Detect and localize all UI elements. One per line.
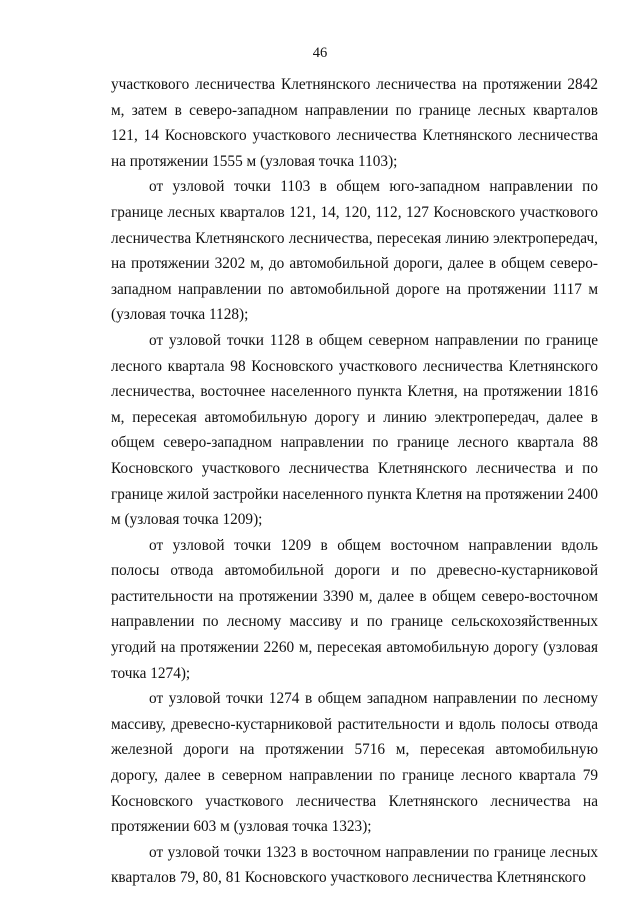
paragraph: от узловой точки 1274 в общем западном направлении по лесному массиву, древесно-кустарниковой растительности и вдоль полосы отвода железной дороги на протяжении 5716 м, пересекая автомобильную дорогу, далее в северном направлении по границе лесного квартала 79 Косновского участкового лесничества Клетнянского лесничества на протяжении 603 м (узловая точка 1323); [111,690,598,836]
paragraph: участкового лесничества Клетнянского лесничества на протяжении 2842 м, затем в северо-западном направлении по границе лесных кварталов 121, 14 Косновского участкового лесничества Клетнянского лесничества на протяжении 1555 м (узловая точка 1103); [111,76,598,170]
document-body [111,72,598,891]
paragraph: от узловой точки 1103 в общем юго-западном направлении по границе лесных кварталов 121, 14, 120, 112, 127 Косновского участкового лесничества Клетнянского лесничества, пересекая линию электропередач, на протяжении 3202 м, до автомобильной дороги, далее в общем северо-западном направлении по автомобильной дороге на протяжении 1117 м (узловая точка 1128); [111,178,598,324]
paragraph: от узловой точки 1128 в общем северном направлении по границе лесного квартала 98 Косновского участкового лесничества Клетнянского лесничества, восточнее населенного пункта Клетня, на протяжении 1816 м, пересекая автомобильную дорогу и линию электропередач, далее в общем северо-западном направлении по границе лесного квартала 88 Косновского участкового лесничества Клетнянского лесничества и по границе жилой застройки населенного пункта Клетня на протяжении 2400 м (узловая точка 1209); [111,331,598,529]
paragraph: от узловой точки 1323 в восточном направлении по границе лесных кварталов 79, 80, 81 Косновского участкового лесничества Клетнянского [111,843,598,887]
page-number: 46 [312,45,328,61]
paragraph: от узловой точки 1209 в общем восточном направлении вдоль полосы отвода автомобильной дороги и по древесно-кустарниковой растительности на протяжении 3390 м, далее в общем северо-восточном направлении по лесному массиву и по границе сельскохозяйственных угодий на протяжении 2260 м, пересекая автомобильную дорогу (узловая точка 1274); [111,536,598,682]
